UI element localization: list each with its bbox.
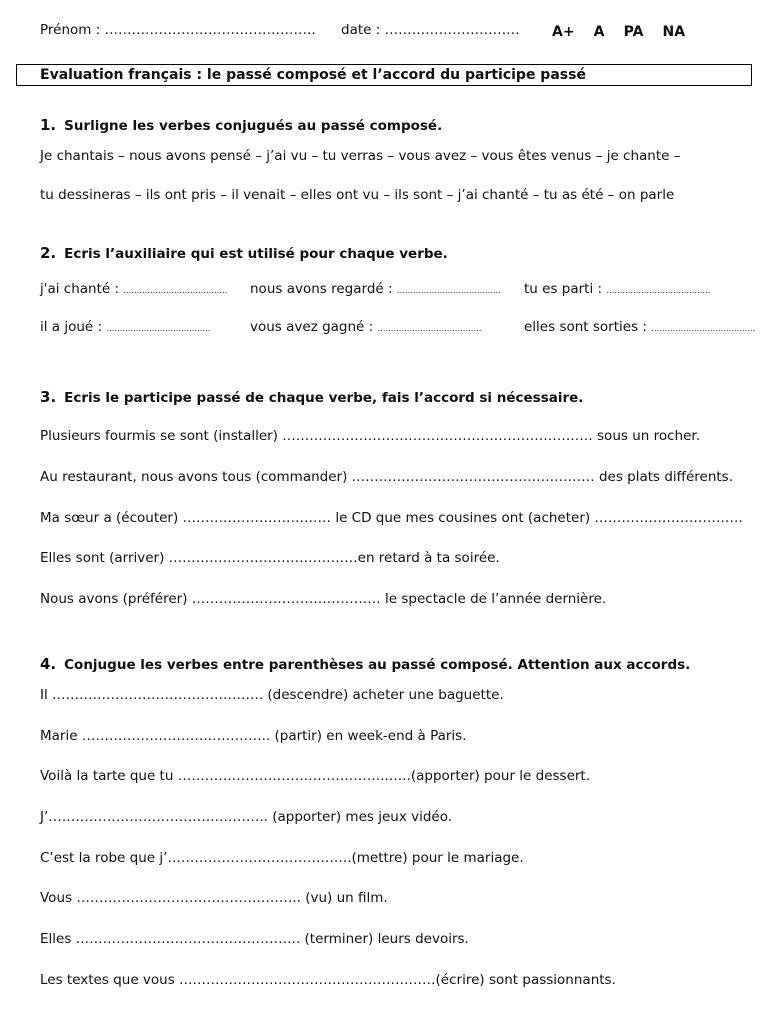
q4-line-3[interactable]: Voilà la tarte que tu ………………………………………..…..(apporter) pour le dessert. (40, 768, 591, 784)
q2-item-1 (40, 281, 227, 297)
q4-line-6[interactable]: Vous ………………………………………….. (vu) un film. (40, 890, 388, 906)
q4-line-8[interactable]: Les textes que vous …………………………………………………(écrire) sont passionnants. (40, 972, 616, 988)
q2-item-label: nous avons regardé : (250, 281, 393, 297)
q3-line-1[interactable]: Plusieurs fourmis se sont (installer) …………………………………………………………… sous un rocher. (40, 428, 700, 444)
date-field[interactable]: date : ………………………… (341, 22, 520, 38)
q1-number: 1. (40, 116, 57, 134)
q4-number: 4. (40, 655, 57, 673)
q3-number: 3. (40, 388, 57, 406)
q2-item-4 (40, 319, 210, 335)
q3-line-2[interactable]: Au restaurant, nous avons tous (commander) ……………………………………………… des plats différents. (40, 469, 734, 485)
grade-a: A (593, 24, 605, 40)
grade-scale (552, 21, 685, 40)
q1-line-2: tu dessineras – ils ont pris – il venait – elles ont vu – ils sont – j’ai chanté – tu as été – on parle (40, 187, 675, 203)
q2-item-label: il a joué : (40, 319, 103, 335)
prenom-field[interactable]: Prénom : ……………………………………….. (40, 22, 316, 38)
q3-line-3[interactable]: Ma sœur a (écouter) …………………………… le CD que mes cousines ont (acheter) …………………………… (40, 510, 743, 526)
q3-instruction: Ecris le participe passé de chaque verbe, fais l’accord si nécessaire. (64, 390, 584, 406)
q4-line-7[interactable]: Elles ………………………………………….. (terminer) leurs devoirs. (40, 931, 469, 947)
page-title: Evaluation français : le passé composé et l’accord du participe passé (40, 67, 586, 83)
q2-item-2 (250, 281, 501, 297)
q4-line-4[interactable]: J’………………………………..……….. (apporter) mes jeux vidéo. (40, 809, 453, 825)
q3-heading (40, 387, 583, 406)
q3-line-4[interactable]: Elles sont (arriver) ……………………………………en retard à ta soirée. (40, 550, 500, 566)
grade-pa: PA (623, 24, 644, 40)
q2-item-label: tu es parti : (524, 281, 603, 297)
q2-answer-blank[interactable]: ………………………………… (106, 324, 211, 333)
q2-item-label: j'ai chanté : (40, 281, 120, 297)
q1-heading (40, 115, 442, 134)
q3-line-5[interactable]: Nous avons (préférer) …………………………………… le spectacle de l’année dernière. (40, 591, 607, 607)
q4-line-2[interactable]: Marie ……………………….………….. (partir) en week-end à Paris. (40, 728, 467, 744)
q1-instruction: Surligne les verbes conjugués au passé composé. (64, 118, 443, 134)
q2-item-5 (250, 319, 481, 335)
q2-answer-blank[interactable]: ………………………………… (123, 286, 228, 295)
q4-instruction: Conjugue les verbes entre parenthèses au passé composé. Attention aux accords. (64, 657, 691, 673)
q2-item-label: elles sont sorties : (524, 319, 647, 335)
q4-line-5[interactable]: C’est la robe que j’…………………………………..(mettre) pour le mariage. (40, 850, 524, 866)
grade-na: NA (662, 24, 686, 40)
q2-item-label: vous avez gagné : (250, 319, 374, 335)
q2-heading (40, 243, 448, 262)
q4-line-1[interactable]: Il ……………………………………….. (descendre) acheter une baguette. (40, 687, 504, 703)
q2-item-6 (524, 319, 755, 335)
q2-answer-blank[interactable]: ………………………………… (377, 324, 482, 333)
q2-answer-blank[interactable]: ………………………………… (396, 286, 501, 295)
q2-answer-blank[interactable]: ………………………………… (606, 286, 711, 295)
q2-item-3 (524, 281, 710, 297)
q1-line-1: Je chantais – nous avons pensé – j’ai vu – tu verras – vous avez – vous êtes venus – je chante – (40, 148, 681, 164)
q2-number: 2. (40, 244, 57, 262)
q2-instruction: Ecris l’auxiliaire qui est utilisé pour chaque verbe. (64, 246, 448, 262)
q2-answer-blank[interactable]: ………………………………… (651, 324, 756, 333)
q4-heading (40, 654, 690, 673)
title-box (16, 64, 752, 86)
grade-a-plus: A+ (552, 24, 575, 40)
